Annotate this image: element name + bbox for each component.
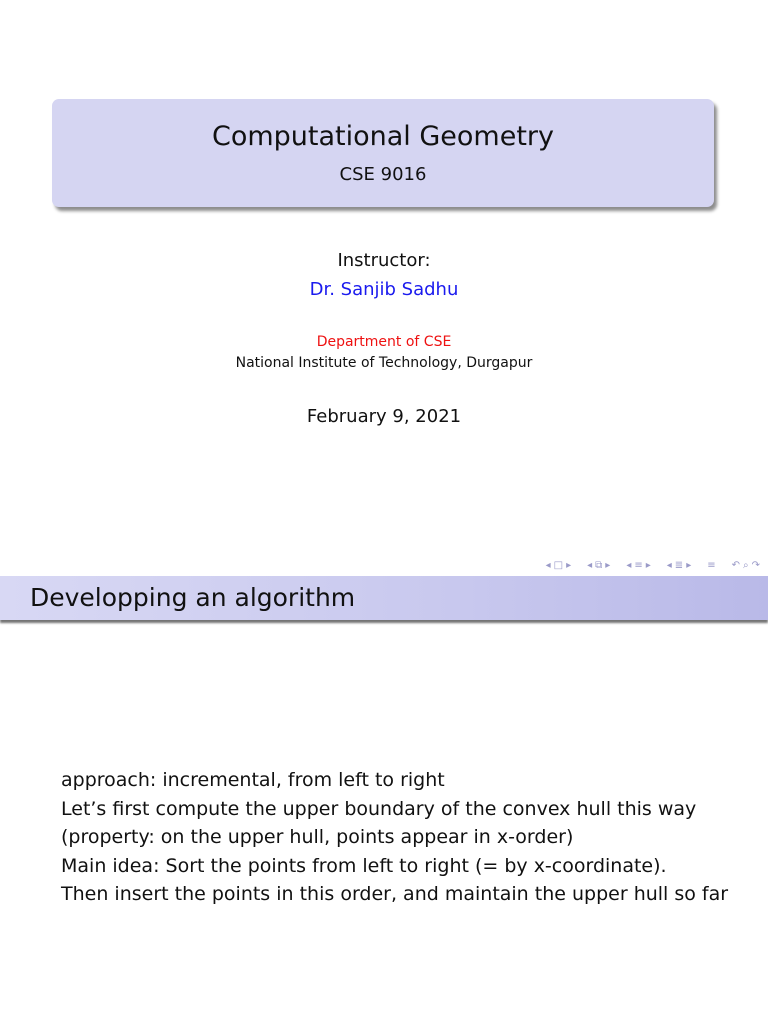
nav-next-arrow-icon[interactable]: ▸: [566, 560, 572, 571]
nav-prev-arrow-icon[interactable]: ◂: [545, 560, 551, 571]
nav-next-arrow-icon[interactable]: ▸: [605, 560, 611, 571]
slide-body: [61, 766, 751, 909]
nav-prev-arrow-icon[interactable]: ◂: [666, 560, 672, 571]
nav-prev-arrow-icon[interactable]: ◂: [587, 560, 593, 571]
content-slide: [0, 576, 768, 1024]
frame-title: Developping an algorithm: [30, 583, 356, 612]
nav-subsection-icon[interactable]: ⧉: [595, 560, 603, 571]
presentation-title: Computational Geometry: [211, 121, 555, 152]
nav-section-icon[interactable]: ≡: [634, 560, 643, 571]
nav-align-icon[interactable]: ≡: [707, 560, 716, 571]
beamer-navigation-bar: [546, 559, 760, 573]
nav-prev-arrow-icon[interactable]: ◂: [626, 560, 632, 571]
course-code: CSE 9016: [339, 164, 427, 185]
nav-next-arrow-icon[interactable]: ▸: [686, 560, 692, 571]
nav-back-icon[interactable]: ↶: [731, 560, 740, 571]
nav-forward-icon[interactable]: ↷: [751, 560, 760, 571]
title-box: [52, 99, 714, 207]
instructor-name: Dr. Sanjib Sadhu: [309, 279, 459, 300]
body-line: (property: on the upper hull, points appear in x-order): [61, 826, 574, 848]
nav-frame-icon[interactable]: □: [553, 560, 564, 571]
body-line: Then insert the points in this order, and maintain the upper hull so far: [61, 883, 729, 905]
presentation-date: February 9, 2021: [306, 406, 462, 427]
body-line: Main idea: Sort the points from left to right (= by x-coordinate).: [61, 854, 667, 877]
department: Department of CSE: [316, 334, 452, 350]
nav-slide-icon[interactable]: ≣: [674, 560, 684, 571]
institute: National Institute of Technology, Durgapur: [235, 355, 533, 371]
body-line: Let’s first compute the upper boundary of the convex hull this way: [61, 797, 697, 820]
frame-title-bar: [0, 576, 768, 620]
instructor-label: Instructor:: [337, 250, 431, 271]
nav-next-arrow-icon[interactable]: ▸: [645, 560, 651, 571]
body-line: approach: incremental, from left to right: [61, 769, 445, 791]
nav-search-icon[interactable]: ⌕: [743, 560, 749, 571]
